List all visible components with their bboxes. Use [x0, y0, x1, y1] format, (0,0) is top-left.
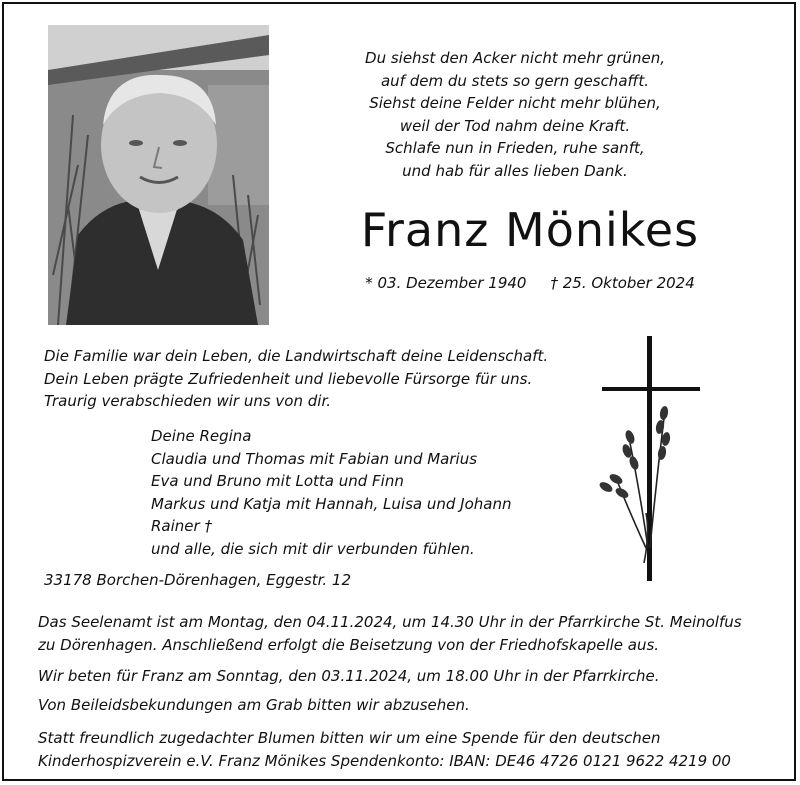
deceased-name: Franz Mönikes [360, 203, 700, 257]
condolences-line: Von Beileidsbekundungen am Grab bitten wir abzusehen. [38, 696, 470, 714]
poem-line: Du siehst den Acker nicht mehr grünen, [365, 49, 665, 67]
intro-line: Traurig verabschieden wir uns von dir. [44, 392, 332, 410]
poem-line: Schlafe nun in Frieden, ruhe sanft, [385, 139, 645, 157]
address: 33178 Borchen-Dörenhagen, Eggestr. 12 [44, 571, 352, 589]
donation-notice [38, 727, 778, 772]
poem [300, 47, 730, 182]
family-list [151, 425, 511, 560]
death-date: † 25. Oktober 2024 [550, 274, 695, 292]
life-dates [300, 274, 760, 292]
family-member: Claudia und Thomas mit Fabian und Marius [151, 449, 478, 468]
birth-date: * 03. Dezember 1940 [365, 274, 527, 292]
family-member: und alle, die sich mit dir verbunden fühlen. [151, 539, 475, 558]
family-member: Rainer † [151, 517, 212, 535]
poem-line: und hab für alles lieben Dank. [402, 161, 628, 180]
requiem-line: zu Dörenhagen. Anschließend erfolgt die Beisetzung von der Friedhofskapelle aus. [38, 635, 660, 654]
intro-line: Die Familie war dein Leben, die Landwirtschaft deine Leidenschaft. [44, 347, 549, 365]
intro-line: Dein Leben prägte Zufriedenheit und liebevolle Fürsorge für uns. [44, 369, 533, 388]
family-member: Eva und Bruno mit Lotta und Finn [151, 472, 404, 490]
portrait-photo [48, 25, 269, 325]
cross-with-wheat-icon [590, 333, 710, 583]
family-member: Deine Regina [151, 427, 252, 445]
prayer-notice [38, 665, 778, 688]
family-member: Markus und Katja mit Hannah, Luisa und Johann [151, 494, 512, 513]
intro-text [44, 345, 548, 413]
donation-line: Kinderhospizverein e.V. Franz Mönikes Spendenkonto: IBAN: DE46 4726 0121 9622 4219 00 [38, 751, 731, 770]
poem-line: weil der Tod nahm deine Kraft. [399, 116, 631, 135]
condolences-notice [38, 694, 778, 717]
prayer-line: Wir beten für Franz am Sonntag, den 03.11.2024, um 18.00 Uhr in der Pfarrkirche. [38, 667, 660, 685]
donation-line: Statt freundlich zugedachter Blumen bitten wir um eine Spende für den deutschen [38, 729, 661, 747]
requiem-line: Das Seelenamt ist am Montag, den 04.11.2024, um 14.30 Uhr in der Pfarrkirche St. Meinolfus [38, 613, 742, 631]
poem-line: Siehst deine Felder nicht mehr blühen, [369, 94, 661, 112]
poem-line: auf dem du stets so gern geschafft. [380, 71, 649, 90]
requiem-notice [38, 611, 778, 656]
